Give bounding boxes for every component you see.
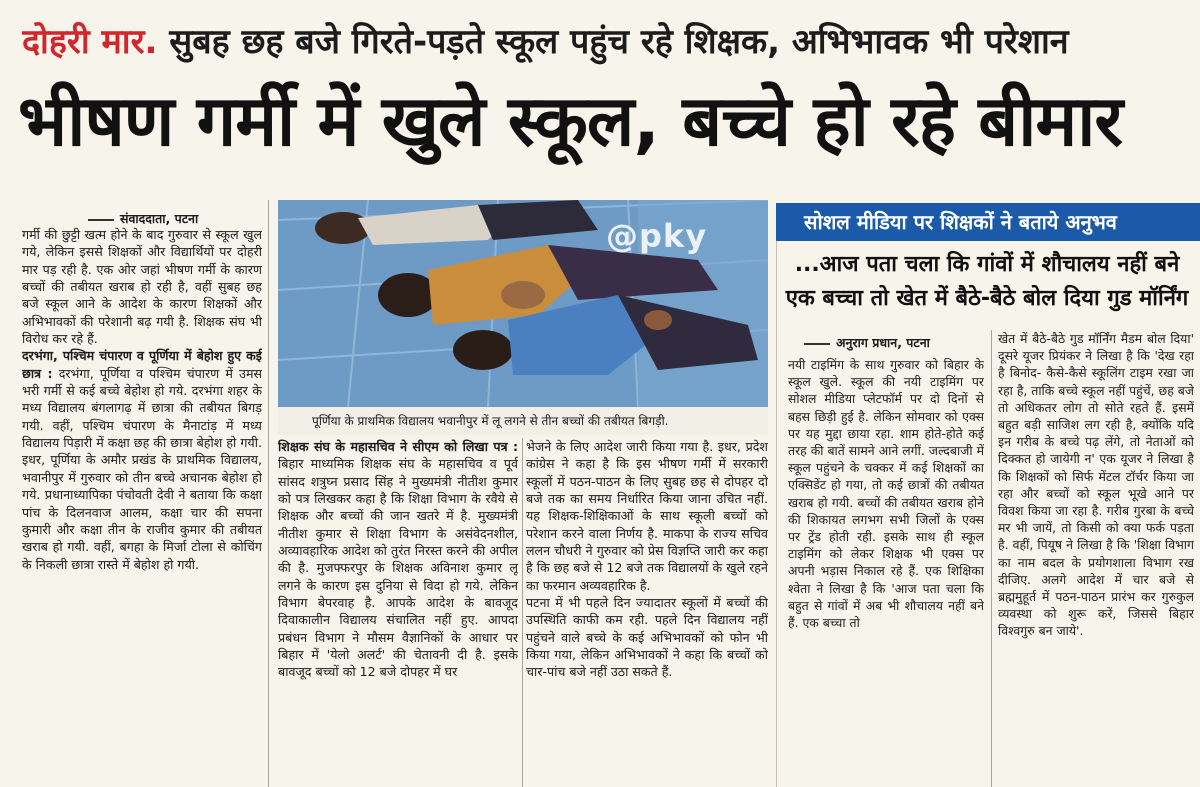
byline-text: संवाददाता, पटना xyxy=(120,211,199,226)
sidebar-column-2-text: खेत में बैठे-बैठे गुड मॉर्निंग मैडम बोल दिया' दूसरे यूजर प्रियंकर ने लिखा है कि 'देख रहा है बिनोद- कैसे-कैसे स्कूलिंग टाइम रखा जा रहा है, ताकि बच्चे स्कूल नहीं पहुंचें, छह बजे तो अधिकतर लोग तो सोते रहते हैं. इसमें बहुत बड़ी साजिश लग रही है, क्योंकि यदि इन गरीब के बच्चे पढ़ लेंगे, तो नेताओं को दिक्कत हो जायेगी न' एक यूजर ने लिखा है कि शिक्षकों को सिर्फ मेंटल टॉर्चर किया जा रहा और बच्चों को स्कूल भूखे आने पर विवश किया जा रहा है. गरीब गुरबा के बच्चे मर भी जायें, तो किसी को क्या फर्क पड़ता है. वहीं, पियूष ने लिखा है कि 'शिक्षा विभाग का नाम बदल के प्रयोगशाला विभाग रख दीजिए. अलगे आदेश में चार बजे से ब्रह्ममुहूर्त में पठन-पाठन प्रारंभ कर गुरुकुल व्यवस्था को शुरू करें, जिससे बिहार विश्वगुरु बन जाये'. xyxy=(998,331,1194,639)
column-2-text: बिहार माध्यमिक शिक्षक संघ के महासचिव व पूर्व सांसद शत्रुघ्न प्रसाद सिंह ने मुख्यमंत्री नीतीश कुमार को पत्र लिखकर कहा है कि शिक्षा विभाग के रवैये से शिक्षक और बच्चों की जान खतरे में है. मुख्यमंत्री नीतीश कुमार से शिक्षा विभाग के असंवेदनशील, अव्यावहारिक आदेश को तुरंत निरस्त करने की अपील की है. मुजफ्फरपुर के शिक्षक अविनाश कुमार लू लगने के कारण इस दुनिया से विदा हो गये. लेकिन विभाग बेपरवाह है. आपके आदेश के बावजूद दिवाकालीन विद्यालय संचालित नहीं हुए. आपदा प्रबंधन विभाग ने मौसम वैज्ञानिकों के आधार पर बिहार में 'येलो अलर्ट' की चेतावनी दी है. इसके बावजूद बच्चों को 12 बजे दोपहर में घर xyxy=(278,456,518,680)
column-1-paragraph-1: गर्मी की छुट्टी खत्म होने के बाद गुरुवार से स्कूल खुल गये, लेकिन इससे शिक्षकों और विद्यार्थियों पर दोहरी मार पड़ रही है. एक ओर जहां भीषण गर्मी के कारण बच्चों की तबीयत खराब हो रही है, वहीं सुबह छह बजे स्कूल आने के आदेश के कारण शिक्षकों और अभिभावकों की परेशानी बढ़ गयी है. शिक्षक संघ भी विरोध कर रहे हैं. xyxy=(22,227,262,347)
sidebar-column-1-text: नयी टाइमिंग के साथ गुरुवार को बिहार के स्कूल खुले. स्कूल की नयी टाइमिंग पर सोशल मीडिया प्लेटफॉर्म पर दो दिनों से बहस छिड़ी हुई है. लेकिन सोमवार को एक्स पर यह मुद्दा छाया रहा. शाम होते-होते कई तरह की बातें सामने आने लगीं. जल्दबाजी में स्कूल पहुंचने के चक्कर में कई शिक्षकों का एक्सिडेंट हो गया, तो कई छात्रों की तबीयत खराब हो गयी. बच्चों की तबीयत खराब होने की शिकायत लगभग सभी जिलों के एक्स पर ट्रेंड होती रही. इसके साथ ही स्कूल टाइमिंग को लेकर शिक्षक भी एक्स पर अपनी भड़ास निकाल रहे हैं. एक शिक्षिका श्वेता ने लिखा है कि 'आज पता चला कि बहुत से गांवों में अब भी शौचालय नहीं बने हैं. एक बच्चा तो xyxy=(788,357,984,631)
column-divider-1 xyxy=(268,200,269,787)
sidebar-column-1 xyxy=(788,356,984,784)
column-1-paragraph-2-text: दरभंगा, पूर्णिया व पश्चिम चंपारण में उमस भरी गर्मी से कई बच्चे बेहोश हो गये. दरभंगा शहर के मध्य विद्यालय बंगलागढ़ में छात्रा की तबीयत बिगड़ गयी. वहीं, पश्चिम चंपारण के मैनाटांड़ में मध्य विद्यालय पिड़ारी में कक्षा छह की छात्रा बेहोश हो गयी. इधर, पूर्णिया के अमौर प्रखंड के प्राथमिक विद्यालय, भवानीपुर में गुरुवार को तीन बच्चे अचानक बेहोश हो गये. प्रधानाध्यापिका पंचोवती देवी ने बताया कि कक्षा पांच के दिलनवाज आलम, कक्षा चार की सपना कुमारी और कक्षा तीन के राजीव कुमार की तबीयत खराब हो गयी. वहीं, बगहा के मिर्जा टोला से कोचिंग के निकली छात्रा रास्ते में बेहोश हो गयी. xyxy=(22,365,262,572)
column-2-paragraph xyxy=(278,438,518,681)
column-3-paragraph-1: भेजने के लिए आदेश जारी किया गया है. इधर, प्रदेश कांग्रेस ने कहा है कि इस भीषण गर्मी में सरकारी स्कूलों में पठन-पाठन के लिए सुबह छह से दोपहर दो बजे तक का समय निर्धारित किया जाना उचित नहीं. यह शिक्षक-शिक्षिकाओं के साथ स्कूली बच्चों को परेशान करने वाला निर्णय है. माकपा के राज्य सचिव ललन चौधरी ने गुरुवार को प्रेस विज्ञप्ति जारी कर कहा है कि छह बजे से 12 बजे तक विद्यालयों के खुले रहने का फरमान अव्यवहारिक है. xyxy=(526,439,768,593)
story-column-3 xyxy=(526,438,768,784)
sidebar-column-divider xyxy=(991,330,992,787)
sidebar-band xyxy=(776,203,1200,241)
main-headline: भीषण गर्मी में खुले स्कूल, बच्चे हो रहे बीमार xyxy=(18,80,1123,162)
photo-caption: पूर्णिया के प्राथमिक विद्यालय भवानीपुर में लू लगने से तीन बच्चों की तबीयत बिगड़ी. xyxy=(278,407,768,435)
column-1-paragraph-2 xyxy=(22,347,262,572)
sidebar-headline-line-2: एक बच्चा तो खेत में बैठे-बैठे बोल दिया गुड मॉर्निंग xyxy=(785,286,1189,311)
column-2-subhead: शिक्षक संघ के महासचिव ने सीएम को लिखा पत्र : xyxy=(278,439,518,454)
sidebar-headline-line-1: ...आज पता चला कि गांवों में शौचालय नहीं बने xyxy=(794,252,1180,277)
story-column-1 xyxy=(22,226,262,782)
sidebar-byline-text: अनुराग प्रधान, पटना xyxy=(836,335,930,350)
story-column-2 xyxy=(278,438,518,784)
sidebar-column-2 xyxy=(998,330,1194,784)
byline-rule xyxy=(88,219,114,221)
column-1-subhead: दरभंगा, पश्चिम चंपारण व पूर्णिया में बेहोश हुए कई छात्र : xyxy=(22,348,262,381)
column-3-paragraph-2: पटना में भी पहले दिन ज्यादातर स्कूलों में बच्चों की उपस्थिति काफी कम रही. पहले दिन विद्यालय नहीं पहुंचने वाले बच्चे के कई अभिभावकों को फोन भी किया गया, लेकिन अभिभावकों ने कहा कि बच्चों को चार-पांच बजे नहीं उठा सकते हैं. xyxy=(526,595,768,680)
sidebar-band-title: सोशल मीडिया पर शिक्षकों ने बताये अनुभव xyxy=(804,210,1117,234)
child-2-arm xyxy=(501,281,545,309)
kicker-text: सुबह छह बजे गिरते-पड़ते स्कूल पहुंच रहे शिक्षक, अभिभावक भी परेशान xyxy=(157,22,1069,62)
child-3-hand xyxy=(644,310,672,330)
sidebar-headline xyxy=(782,248,1192,316)
column-divider-2 xyxy=(522,438,523,787)
child-1-head xyxy=(315,212,371,244)
kicker-line xyxy=(22,14,1182,70)
sidebar-byline-rule xyxy=(804,343,830,345)
child-3-head xyxy=(453,330,513,370)
byline xyxy=(88,210,198,227)
kicker-label: दोहरी मार. xyxy=(22,22,158,62)
photo-watermark: @pky xyxy=(606,217,708,255)
sidebar-byline xyxy=(804,334,930,351)
